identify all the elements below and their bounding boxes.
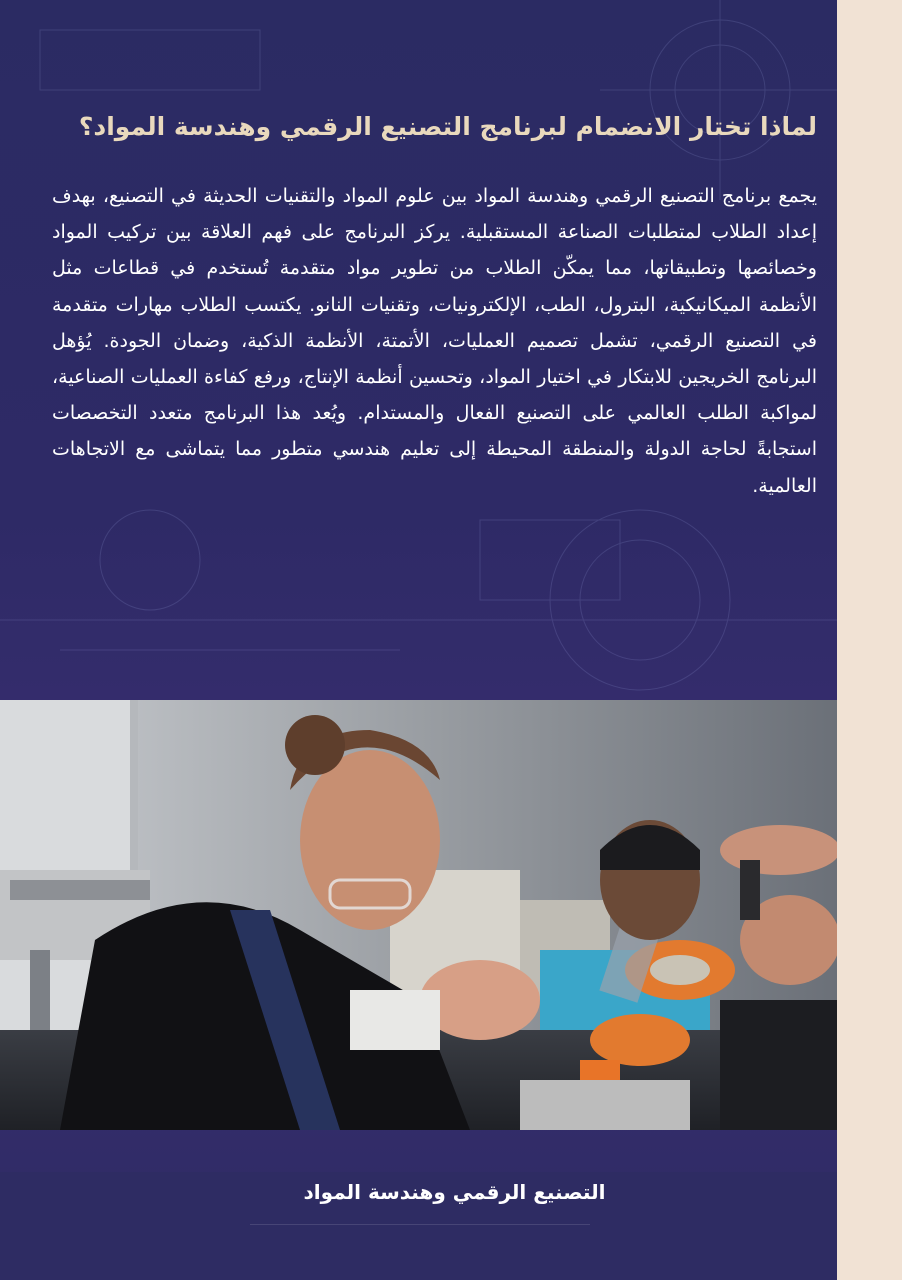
footer-program-title: التصنيع الرقمي وهندسة المواد <box>303 1180 606 1204</box>
students-in-lab-image <box>0 700 837 1130</box>
body-paragraph: يجمع برنامج التصنيع الرقمي وهندسة المواد بين علوم المواد والتقنيات الحديثة في التصنيع، بهدف إعداد الطلاب لمتطلبات الصناعة المستقبلية. يركز البرنامج على فهم العلاقة بين تركيب المواد وخصائصها وتطبيقاتها، مما يمكّن الطلاب من تطوير مواد متقدمة تُستخدم في قطاعات مثل الأنظمة الميكانيكية، البترول، الطب، الإلكترونيات، وتقنيات النانو. يكتسب الطلاب مهارات متقدمة في التصنيع الرقمي، تشمل تصميم العمليات، الأتمتة، الأنظمة الذكية، وضمان الجودة. يُؤهل البرنامج الخريجين للابتكار في اختيار المواد، وتحسين أنظمة الإنتاج، ورفع كفاءة العمليات الصناعية، لمواكبة الطلب العالمي على التصنيع الفعال والمستدام. ويُعد هذا البرنامج متعدد التخصصات استجابةً لحاجة الدولة والمنطقة المحيطة إلى تعليم هندسي متطور مما يتماشى مع الاتجاهات العالمية. <box>52 185 817 497</box>
workshop-photo <box>0 700 837 1130</box>
side-strip <box>837 0 902 1280</box>
section-heading: لماذا تختار الانضمام لبرنامج التصنيع الرقمي وهندسة المواد؟ <box>78 112 817 141</box>
footer-divider <box>250 1224 590 1225</box>
